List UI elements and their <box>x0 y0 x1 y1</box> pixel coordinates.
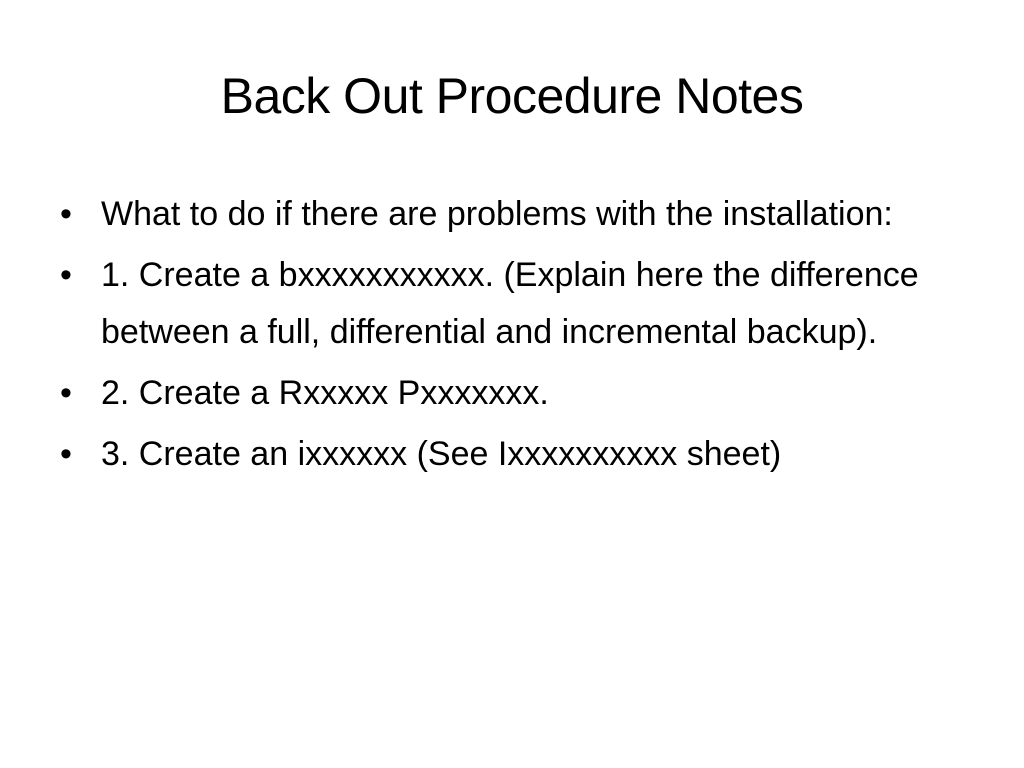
bullet-list <box>56 186 956 487</box>
slide-title: Back Out Procedure Notes <box>220 68 804 124</box>
bullet-text: What to do if there are problems with the installation: <box>101 195 893 233</box>
bullet-text: 1. Create a bxxxxxxxxxxx. (Explain here the difference between a full, differential and incremental backup). <box>101 256 919 351</box>
bullet-icon: • <box>60 195 72 233</box>
bullet-icon: • <box>60 435 72 473</box>
bullet-item <box>56 365 956 422</box>
bullet-item <box>56 186 956 243</box>
bullet-text: 3. Create an ixxxxxx (See Ixxxxxxxxxx sheet) <box>101 435 782 473</box>
bullet-icon: • <box>60 256 72 294</box>
bullet-icon: • <box>60 374 72 412</box>
bullet-item <box>56 247 956 361</box>
bullet-item <box>56 426 956 483</box>
bullet-text: 2. Create a Rxxxxx Pxxxxxxx. <box>101 374 549 412</box>
